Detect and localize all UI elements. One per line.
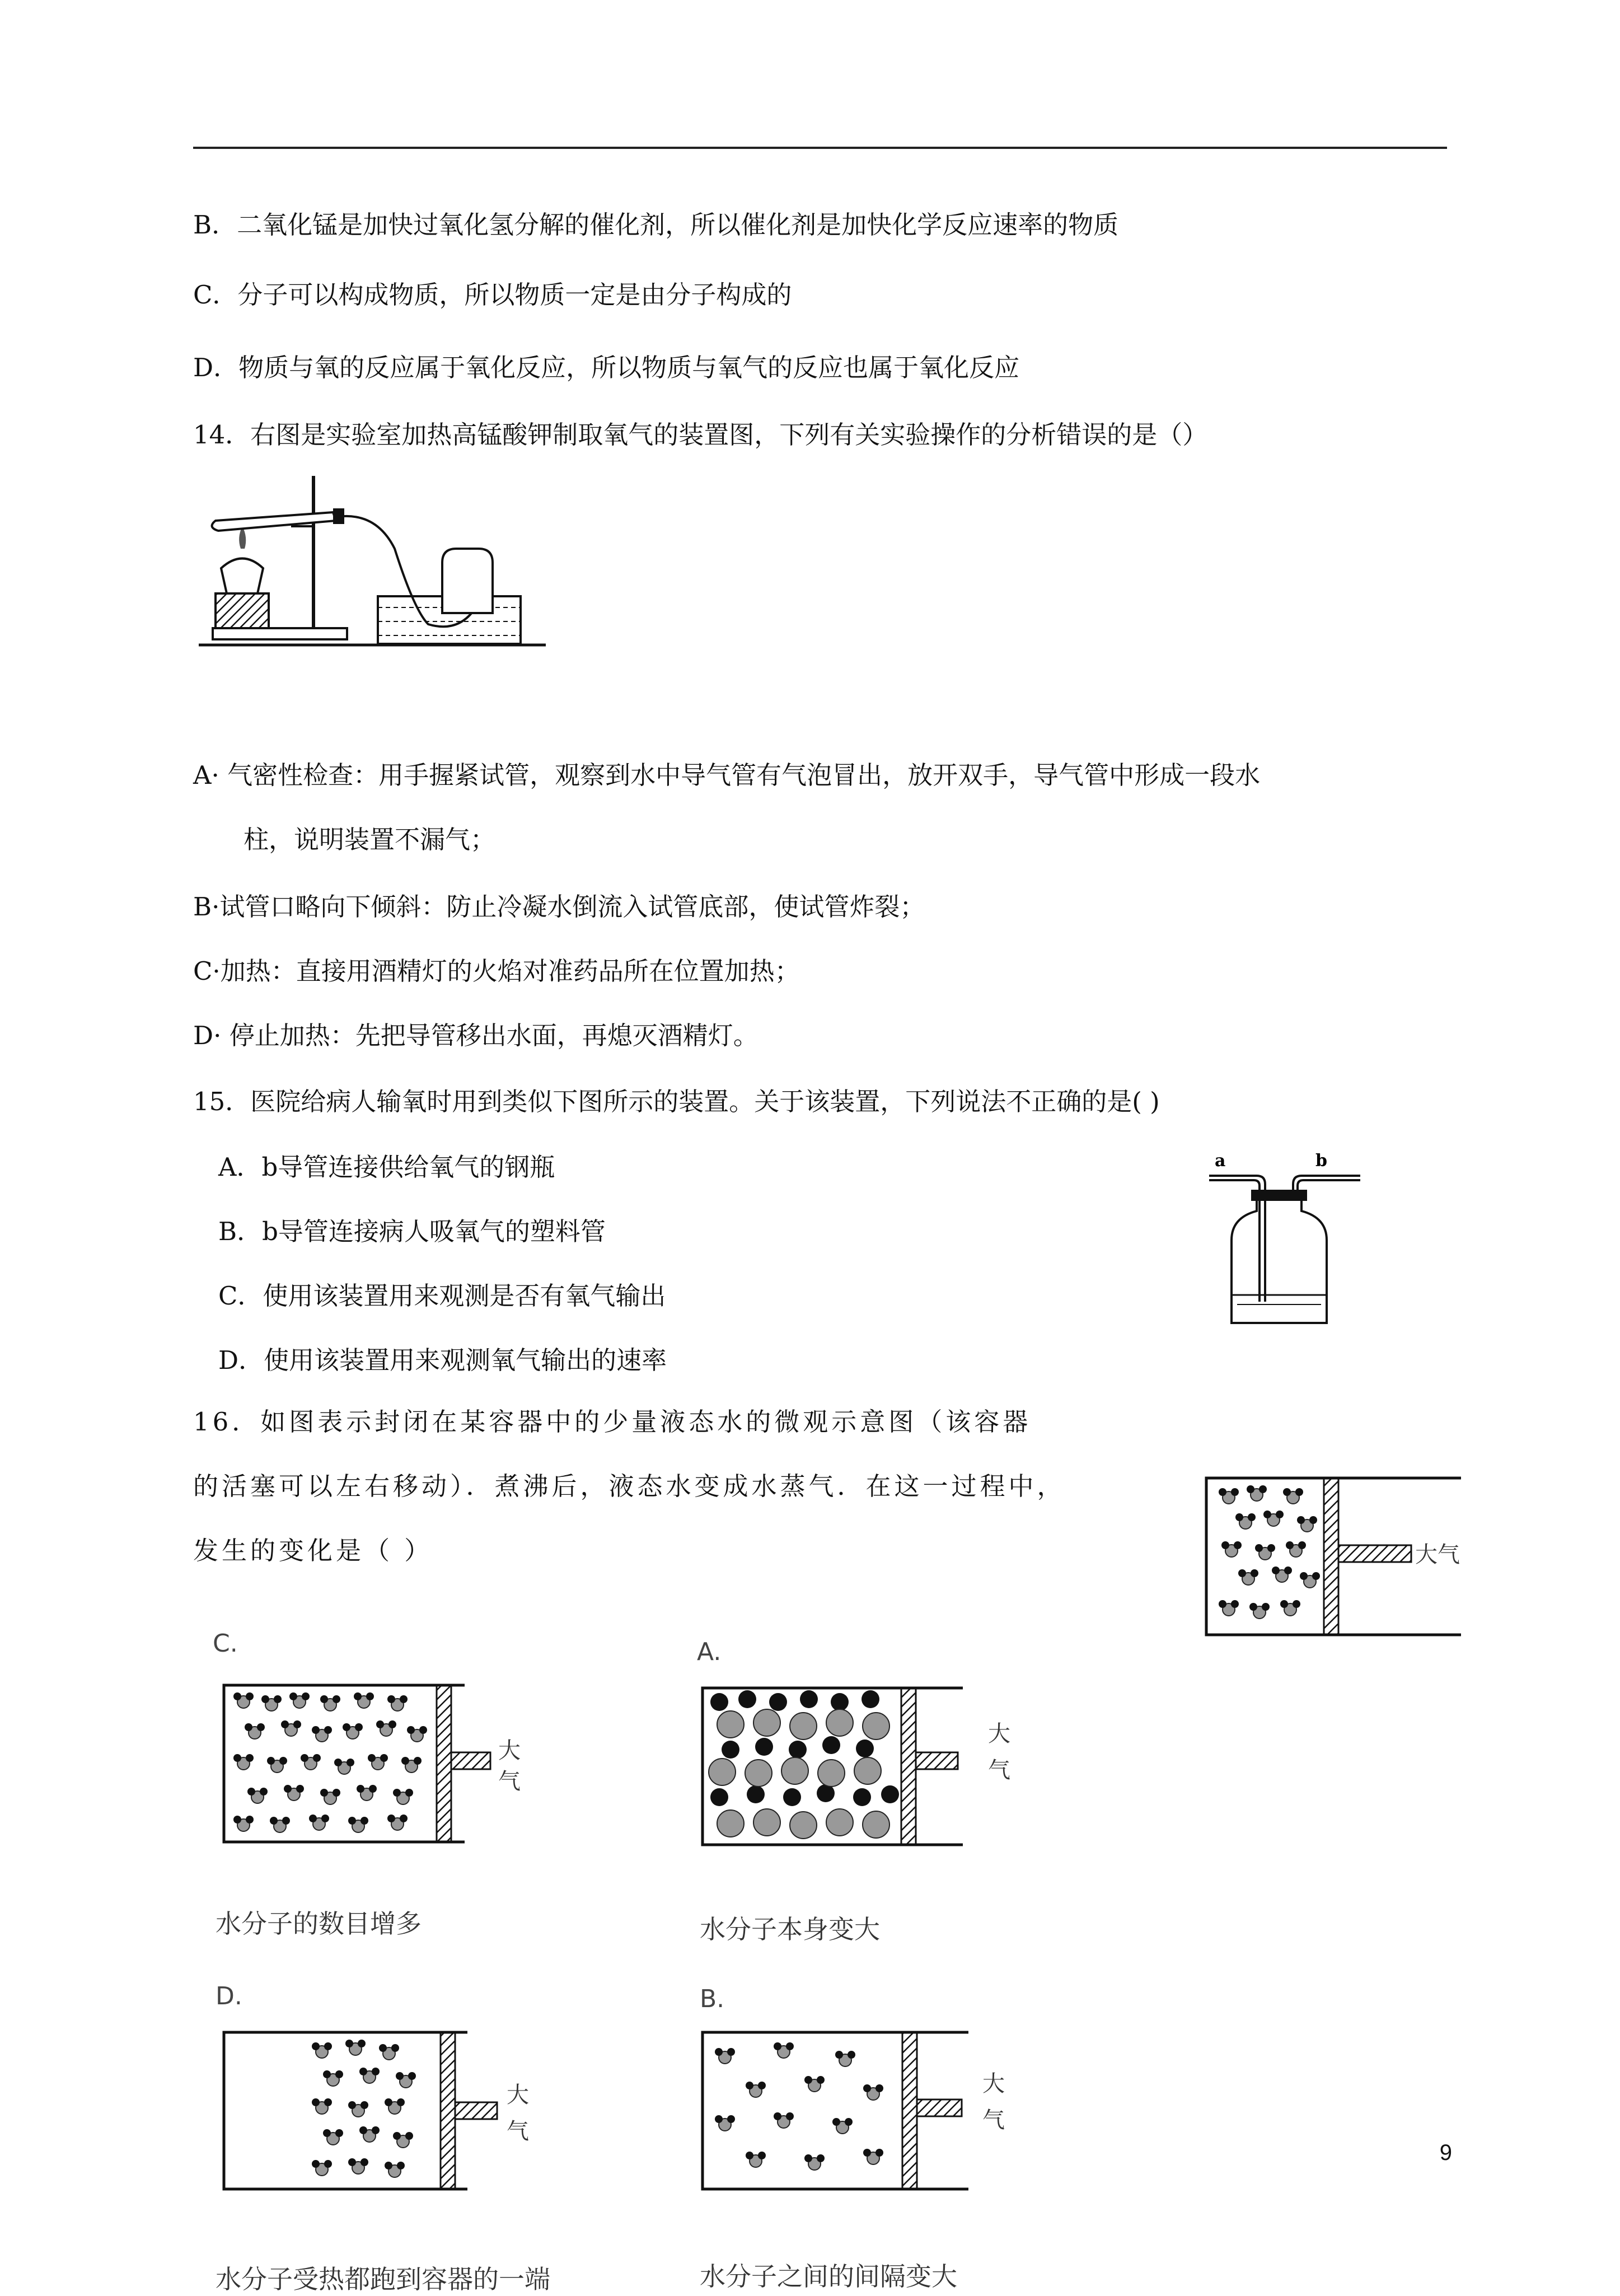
- q15-option-b: B．b导管连接病人吸氧气的塑料管: [218, 1217, 606, 1246]
- atm-bottom: 气: [988, 1757, 1010, 1783]
- choice-d-letter: D.: [216, 1982, 242, 2010]
- atm-top: 大: [982, 2071, 1005, 2097]
- gas-washing-bottle-figure: [1204, 1145, 1371, 1330]
- atmosphere-label: 大气: [1415, 1542, 1460, 1568]
- q14-option-a-cont: 柱，说明装置不漏气；: [244, 825, 496, 854]
- q13-option-d: D．物质与氧的反应属于氧化反应，所以物质与氧气的反应也属于氧化反应: [193, 353, 1020, 382]
- q13-option-b: B．二氧化锰是加快过氧化氢分解的催化剂，所以催化剂是加快化学反应速率的物质: [193, 210, 1119, 240]
- q14-option-c: C·加热：直接用酒精灯的火焰对准药品所在位置加热；: [193, 956, 800, 986]
- choice-b-caption: 水分子之间的间隔变大: [700, 2261, 957, 2292]
- oxygen-apparatus-figure: [193, 465, 551, 655]
- choice-c-caption: 水分子的数目增多: [216, 1909, 422, 1939]
- q15-option-d: D．使用该装置用来观测氧气输出的速率: [218, 1345, 667, 1375]
- choice-b-letter: B.: [700, 1985, 725, 2013]
- atm-top: 大: [988, 1721, 1010, 1747]
- choice-d-caption: 水分子受热都跑到容器的一端: [216, 2264, 550, 2294]
- initial-container-figure: [1204, 1472, 1483, 1640]
- q14-option-d: D· 停止加热：先把导管移出水面，再熄灭酒精灯。: [193, 1021, 759, 1050]
- choice-d-figure: [221, 2027, 546, 2195]
- atm-bottom: 气: [982, 2107, 1005, 2133]
- choice-b-figure: [700, 2027, 1036, 2195]
- q15-option-a: A．b导管连接供给氧气的钢瓶: [218, 1152, 555, 1182]
- tube-label-b: b: [1315, 1151, 1327, 1171]
- tube-label-a: a: [1215, 1151, 1226, 1171]
- choice-c-figure: [218, 1680, 532, 1848]
- atm-top: 大: [507, 2082, 529, 2108]
- q15-stem: 15．医院给病人输氧时用到类似下图所示的装置。关于该装置，下列说法不正确的是( ): [193, 1087, 1160, 1116]
- q14-stem: 14．右图是实验室加热高锰酸钾制取氧气的装置图，下列有关实验操作的分析错误的是（）: [193, 420, 1208, 450]
- choice-a-figure: [697, 1682, 1033, 1850]
- choice-a-letter: A.: [697, 1638, 722, 1666]
- q13-option-c: C．分子可以构成物质，所以物质一定是由分子构成的: [193, 280, 792, 310]
- choice-a-caption: 水分子本身变大: [700, 1914, 880, 1944]
- q16-stem-line2: 的活塞可以左右移动）．煮沸后，液态水变成水蒸气．在这一过程中，: [193, 1471, 1066, 1501]
- choice-c-letter: C.: [213, 1629, 238, 1658]
- header-rule: [193, 147, 1447, 149]
- atm-bottom: 气: [498, 1769, 521, 1794]
- q15-option-c: C．使用该装置用来观测是否有氧气输出: [218, 1281, 666, 1311]
- q16-stem-line3: 发生的变化是（ ）: [193, 1536, 433, 1565]
- q14-option-a: A· 气密性检查：用手握紧试管，观察到水中导气管有气泡冒出，放开双手，导气管中形成一段水: [193, 760, 1261, 790]
- page-number: 9: [1439, 2140, 1452, 2165]
- q16-stem-line1: 16．如图表示封闭在某容器中的少量液态水的微观示意图（该容器: [193, 1407, 1032, 1437]
- q14-option-b: B·试管口略向下倾斜：防止冷凝水倒流入试管底部，使试管炸裂；: [193, 892, 925, 922]
- atm-bottom: 气: [507, 2119, 529, 2144]
- atm-top: 大: [498, 1738, 521, 1764]
